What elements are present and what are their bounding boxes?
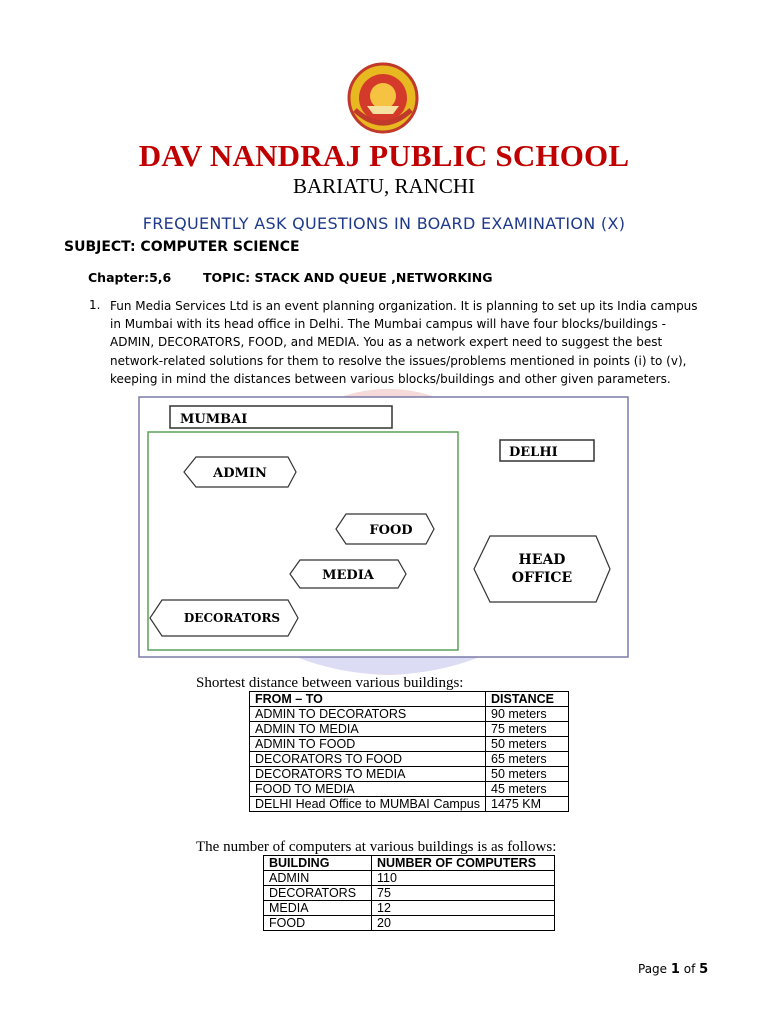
table-header-cell: NUMBER OF COMPUTERS: [372, 856, 555, 871]
school-name: DAV NANDRAJ PUBLIC SCHOOL: [138, 138, 630, 173]
table-cell: 75: [372, 886, 555, 901]
table-row: [264, 886, 555, 901]
head-office-label-line2: OFFICE: [511, 570, 573, 586]
faq-heading: FREQUENTLY ASK QUESTIONS IN BOARD EXAMINATION (X): [142, 214, 626, 233]
table-cell: FOOD: [264, 916, 372, 931]
table-cell: FOOD TO MEDIA: [250, 782, 486, 797]
table-cell: ADMIN: [264, 871, 372, 886]
table-row: [264, 871, 555, 886]
page-footer: [638, 962, 708, 977]
topic-label: TOPIC: STACK AND QUEUE ,NETWORKING: [203, 270, 493, 285]
school-logo: [347, 62, 419, 134]
food-block-label: FOOD: [369, 523, 413, 538]
table-row: [264, 916, 555, 931]
head-office-block: [474, 536, 610, 602]
table-header-cell: DISTANCE: [486, 692, 569, 707]
table-cell: 20: [372, 916, 555, 931]
table-cell: 65 meters: [486, 752, 569, 767]
distance-table: [249, 691, 569, 812]
table-row: [250, 737, 569, 752]
table-row: [264, 901, 555, 916]
question-text: Fun Media Services Ltd is an event planning organization. It is planning to set up its India campus in Mumbai with its head office in Delhi. The Mumbai campus will have four blocks/buildings - ADMIN, DECORATORS, FOOD, and MEDIA. You as a network expert need to suggest the best network-related solutions for them to resolve the issues/problems mentioned in points (i) to (v), keeping in mind the distances between various blocks/buildings and other given parameters.: [110, 299, 698, 386]
page-current: 1: [670, 962, 680, 977]
table-row: [250, 722, 569, 737]
media-block-label: MEDIA: [322, 568, 374, 583]
table-cell: MEDIA: [264, 901, 372, 916]
distance-table-caption: Shortest distance between various buildings:: [196, 675, 464, 691]
decorators-block-label: DECORATORS: [183, 611, 281, 625]
table-header-row: [264, 856, 555, 871]
table-cell: 50 meters: [486, 767, 569, 782]
page-word: Page: [638, 962, 668, 976]
school-location: BARIATU, RANCHI: [292, 174, 475, 198]
table-cell: DECORATORS TO FOOD: [250, 752, 486, 767]
table-cell: DELHI Head Office to MUMBAI Campus: [250, 797, 486, 812]
table-cell: 45 meters: [486, 782, 569, 797]
table-cell: ADMIN TO FOOD: [250, 737, 486, 752]
campus-diagram: [138, 396, 630, 658]
table-cell: 50 meters: [486, 737, 569, 752]
table-cell: 1475 KM: [486, 797, 569, 812]
computers-table: [263, 855, 555, 931]
page-total: 5: [699, 962, 709, 977]
table-row: [250, 707, 569, 722]
table-cell: 75 meters: [486, 722, 569, 737]
table-cell: 12: [372, 901, 555, 916]
admin-block-label: ADMIN: [213, 466, 267, 481]
mumbai-label: MUMBAI: [180, 412, 248, 427]
table-row: [250, 767, 569, 782]
table-cell: 90 meters: [486, 707, 569, 722]
table-header-cell: FROM – TO: [250, 692, 486, 707]
of-word: of: [683, 962, 696, 976]
subject-heading: SUBJECT: COMPUTER SCIENCE: [64, 239, 300, 255]
table-cell: DECORATORS TO MEDIA: [250, 767, 486, 782]
table-cell: DECORATORS: [264, 886, 372, 901]
question-number: 1.: [89, 298, 101, 312]
table-cell: 110: [372, 871, 555, 886]
table-row: [250, 782, 569, 797]
table-cell: ADMIN TO MEDIA: [250, 722, 486, 737]
table-cell: ADMIN TO DECORATORS: [250, 707, 486, 722]
delhi-label: DELHI: [509, 445, 558, 460]
table-header-row: [250, 692, 569, 707]
head-office-label-line1: HEAD: [518, 552, 566, 568]
table-header-cell: BUILDING: [264, 856, 372, 871]
computers-table-caption: The number of computers at various buildings is as follows:: [196, 839, 557, 855]
table-row: [250, 797, 569, 812]
table-row: [250, 752, 569, 767]
chapter-label: Chapter:5,6: [88, 270, 172, 285]
